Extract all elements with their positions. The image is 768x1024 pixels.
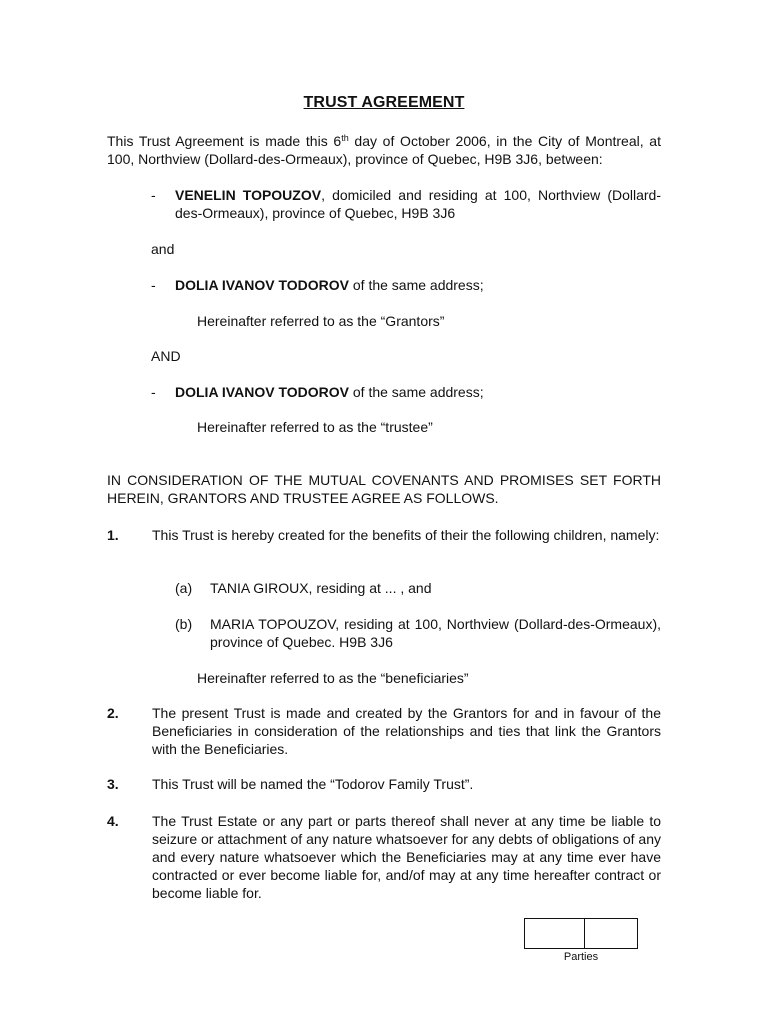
party1-name: VENELIN TOPOUZOV [175,187,322,203]
party1-details: , domiciled and residing at 100, Northview (Dollard-des-Ormeaux), province of Quebec, H9B 3J6 [175,187,661,221]
beneficiaries-reference: Hereinafter referred to as the “beneficiaries” [197,670,469,686]
clause-3-text: This Trust will be named the “Todorov Family Trust”. [152,776,474,792]
initials-box [524,918,638,949]
child-a-text: TANIA GIROUX, residing at ... , and [210,580,432,596]
child-a-label: (a) [175,580,193,596]
party3-name: DOLIA IVANOV TODOROV [175,384,349,400]
and-lowercase: and [151,241,175,257]
grantors-reference: Hereinafter referred to as the “Grantors” [197,313,445,329]
initials-label: Parties [563,951,599,963]
intro-paragraph [107,132,661,168]
clause-1-number: 1. [107,527,119,543]
party3-paragraph [175,383,661,401]
intro-text-start: This Trust Agreement is made this 6 [107,133,342,149]
party1-dash: - [151,187,156,203]
intro-ordinal-suffix: th [341,133,349,143]
document-title: TRUST AGREEMENT [303,94,465,111]
clause-3-number: 3. [107,776,119,792]
consideration-paragraph: IN CONSIDERATION OF THE MUTUAL COVENANTS AND PROMISES SET FORTH HEREIN, GRANTORS AND TRUSTEE AGREE AS FOLLOWS. [107,472,661,506]
party2-paragraph [175,276,661,294]
child-b-label: (b) [175,616,193,632]
clause-2-text: The present Trust is made and created by the Grantors for and in favour of the Beneficiaries in consideration of the relationships and ties that link the Grantors with the Beneficiaries. [152,705,661,757]
intro-text-end: day of October 2006, in the City of Montreal, at 100, Northview (Dollard-des-Ormeaux), province of Quebec, H9B 3J6, between: [107,133,661,167]
party2-details: of the same address; [348,277,484,293]
party3-dash: - [151,384,156,400]
trustee-reference: Hereinafter referred to as the “trustee” [197,419,433,435]
clause-1-text: This Trust is hereby created for the benefits of their the following children, namely: [152,527,660,543]
clause-4-text: The Trust Estate or any part or parts thereof shall never at any time be liable to seizure or attachment of any nature whatsoever for any debts of obligations of any and every nature whatsoever which the Beneficiaries may at any time ever have contracted or ever become liable for, and/of may at any time hereafter contract or become liable for. [152,813,661,901]
clause-2-number: 2. [107,705,119,721]
party2-dash: - [151,277,156,293]
party3-details: of the same address; [348,384,484,400]
clause-4-number: 4. [107,813,119,829]
and-uppercase: AND [151,348,181,364]
initials-box-divider [584,919,585,948]
party2-name: DOLIA IVANOV TODOROV [175,277,349,293]
party1-paragraph [175,186,661,222]
child-b-text: MARIA TOPOUZOV, residing at 100, Northview (Dollard-des-Ormeaux), province of Quebec. H9B 3J6 [210,616,661,650]
